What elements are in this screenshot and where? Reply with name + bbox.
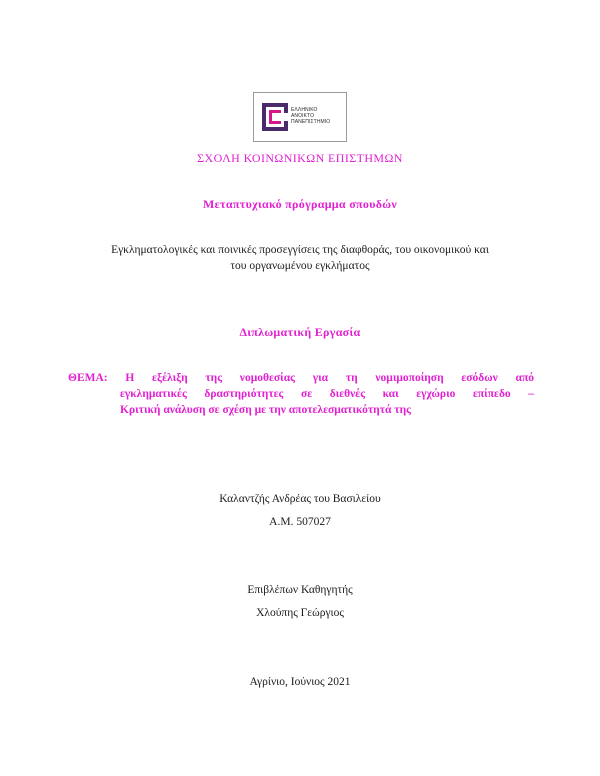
logo-line-3: ΠΑΝΕΠΙΣΤΗΜΙΟ: [291, 119, 331, 125]
thesis-subject: [68, 370, 534, 418]
registration-number: Α.Μ. 507027: [269, 516, 331, 528]
program-title: Μεταπτυχιακό πρόγραμμα σπουδών: [202, 197, 397, 211]
course-title-line-1: Εγκληματολογικές και ποινικές προσεγγίσεις της διαφθοράς, του οικονομικού και: [111, 244, 489, 256]
course-title: [0, 242, 600, 274]
course-title-line-2: του οργανωμένου εγκλήματος: [230, 260, 370, 272]
school-name: ΣΧΟΛΗ ΚΟΙΝΩΝΙΚΩΝ ΕΠΙΣΤΗΜΩΝ: [197, 151, 403, 165]
thesis-subject-line-3: Κριτική ανάλυση σε σχέση με την αποτελεσματικότητά της: [120, 404, 411, 416]
place-date: Αγρίνιο, Ιούνιος 2021: [249, 676, 351, 688]
thesis-subject-label: ΘΕΜΑ:: [68, 372, 108, 384]
thesis-subject-line-1: [68, 370, 534, 386]
logo-line-2: ΑΝΟΙΚΤΟ: [291, 113, 315, 119]
university-logo-text: [291, 107, 330, 125]
logo-line-1: ΕΛΛΗΝΙΚΟ: [291, 107, 318, 113]
supervisor-name: Χλούπης Γεώργιος: [256, 607, 344, 619]
thesis-subject-line-2: εγκληματικές δραστηριότητες σε διεθνές και εγχώριο επίπεδο –: [120, 388, 534, 400]
university-logo-mark-icon: [262, 103, 288, 131]
supervisor-label: Επιβλέπων Καθηγητής: [247, 584, 353, 596]
author-name: Καλαντζής Ανδρέας του Βασιλείου: [219, 493, 381, 505]
thesis-label: Διπλωματική Εργασία: [239, 325, 361, 339]
thesis-subject-continuation: [68, 386, 534, 418]
university-logo: [253, 92, 347, 142]
thesis-subject-text-1: Η εξέλιξη της νομοθεσίας για τη νομιμοποίηση εσόδων από: [125, 372, 534, 384]
